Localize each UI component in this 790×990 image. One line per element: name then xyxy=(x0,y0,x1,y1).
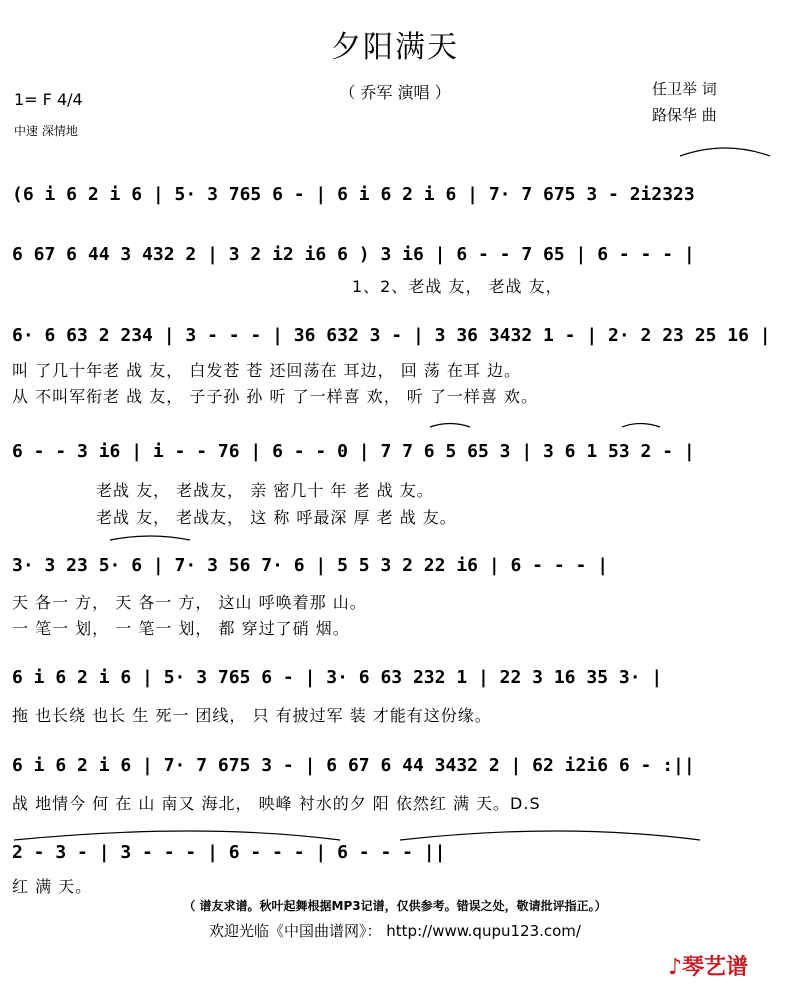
welcome-line: 欢迎光临《中国曲谱网》： http://www.qupu123.com/ xyxy=(209,922,581,940)
note-logo-icon: ♪ xyxy=(668,955,683,980)
notation-line: 6 i 6 2 i 6 | 5· 3 765 6 - | 3· 6 63 232 1 | 22 3 16 35 3· | xyxy=(12,667,663,688)
lyric-line: 老战 友， 老战友， 亲 密几十 年 老 战 友。 xyxy=(96,481,434,500)
singer-line: （ 乔军 演唱 ） xyxy=(339,83,451,102)
lyric-line: 1、2、老战 友， 老战 友， xyxy=(352,277,563,296)
lyric-line: 天 各一 方， 天 各一 方， 这山 呼唤着那 山。 xyxy=(12,593,367,612)
notation-line: (6 i 6 2 i 6 | 5· 3 765 6 - | 6 i 6 2 i 6 | 7· 7 675 3 - 2i2323 xyxy=(12,184,695,205)
slur-mark xyxy=(622,424,660,428)
notation-line: 6 i 6 2 i 6 | 7· 7 675 3 - | 6 67 6 44 3432 2 | 62 i2i6 6 - :|| xyxy=(12,755,695,776)
transcription-note: （ 谱友求谱。秋叶起舞根据MP3记谱，仅供参考。错误之处，敬请批评指正。） xyxy=(183,899,607,913)
notation-line: 3· 3 23 5· 6 | 7· 3 56 7· 6 | 5 5 3 2 22 i6 | 6 - - - | xyxy=(12,555,609,576)
tempo-marking: 中速 深情地 xyxy=(14,124,78,138)
brand-logo xyxy=(668,950,748,981)
lyric-line: 老战 友， 老战友， 这 称 呼最深 厚 老 战 友。 xyxy=(96,508,457,527)
song-title: 夕阳满天 xyxy=(331,30,459,65)
lyric-line: 拖 也长绕 也长 生 死一 团线， 只 有披过军 装 才能有这份缘。 xyxy=(12,706,492,725)
slur-mark xyxy=(680,148,770,156)
slur-mark xyxy=(430,424,470,428)
lyricist-credit: 任卫举 词 xyxy=(652,80,717,98)
notation-line: 6 - - 3 i6 | i - - 76 | 6 - - 0 | 7 7 6 5 65 3 | 3 6 1 53 2 - | xyxy=(12,441,695,462)
lyric-line: 战 地情今 何 在 山 南又 海北， 映峰 衬水的夕 阳 依然红 满 天。D.S xyxy=(12,794,541,813)
notation-line: 6· 6 63 2 234 | 3 - - - | 36 632 3 - | 3 36 3432 1 - | 2· 2 23 25 16 | xyxy=(12,325,771,346)
slur-mark xyxy=(110,536,190,540)
lyric-line: 一 笔一 划， 一 笔一 划， 都 穿过了硝 烟。 xyxy=(12,619,350,638)
lyric-line: 叫 了几十年老 战 友， 白发苍 苍 还回荡在 耳边， 回 荡 在耳 边。 xyxy=(12,361,521,380)
composer-credit: 路保华 曲 xyxy=(652,106,717,124)
lyric-line: 红 满 天。 xyxy=(12,877,93,896)
key-signature: 1= F 4/4 xyxy=(14,90,83,109)
brand-name: 琴艺谱 xyxy=(682,955,749,980)
slur-mark xyxy=(14,831,340,840)
slur-mark xyxy=(400,831,700,840)
notation-line: 2 - 3 - | 3 - - - | 6 - - - | 6 - - - || xyxy=(12,842,446,863)
notation-line: 6 67 6 44 3 432 2 | 3 2 i2 i6 6 ) 3 i6 | 6 - - 7 65 | 6 - - - | xyxy=(12,244,695,265)
lyric-line: 从 不叫军衔老 战 友， 子子孙 孙 听 了一样喜 欢， 听 了一样喜 欢。 xyxy=(12,387,538,406)
